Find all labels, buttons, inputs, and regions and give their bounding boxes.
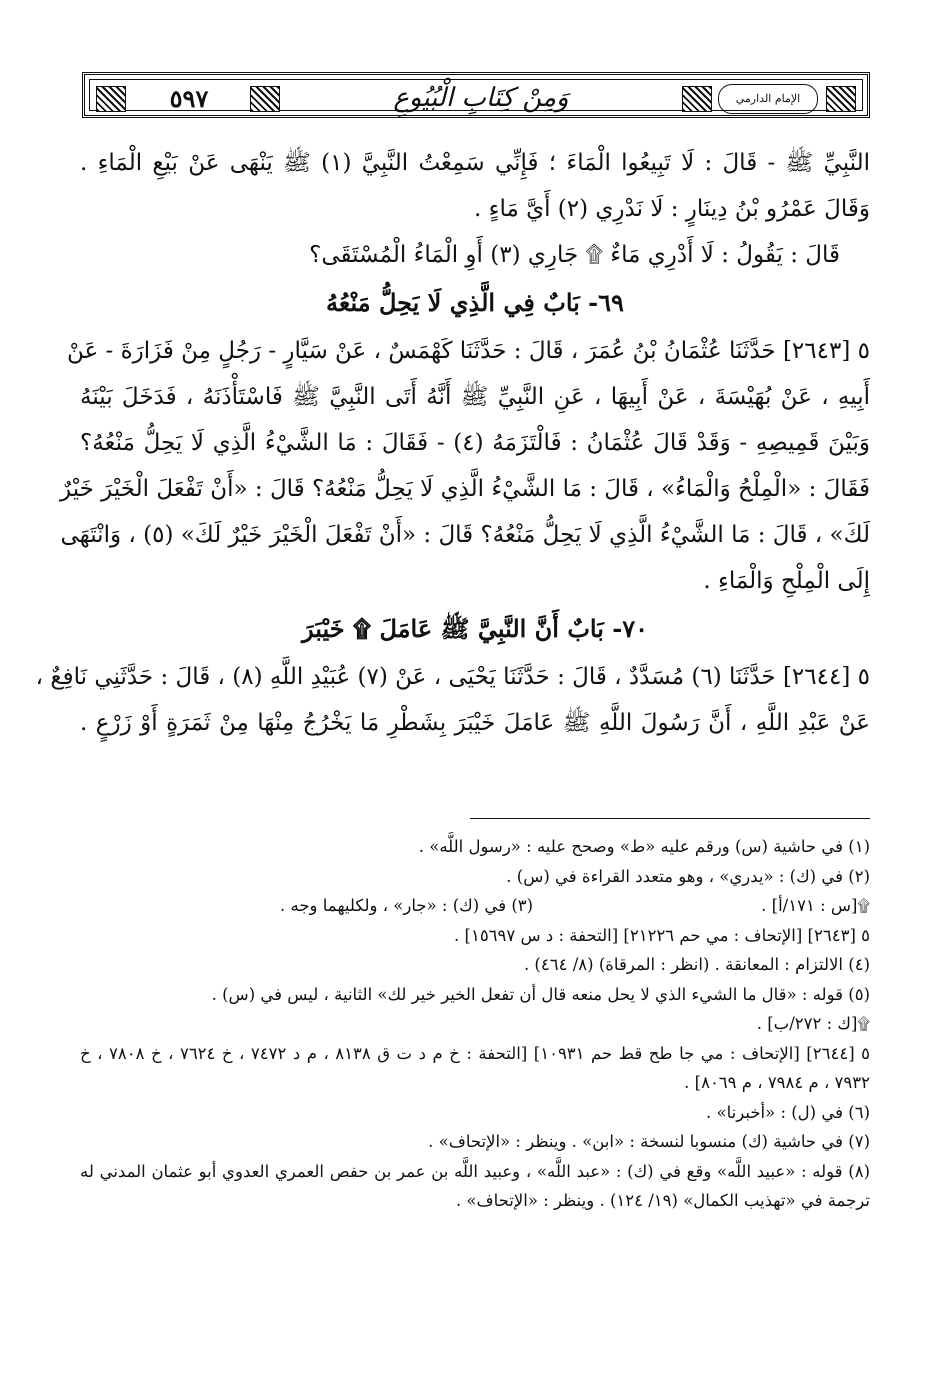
running-title: وَمِنْ كِتَابِ الْبُيُوعِ — [393, 83, 569, 113]
footnote: (٣) في (ك) : «جار» ، ولكليهما وجه . — [280, 896, 534, 915]
ornament-icon — [826, 86, 856, 112]
hadith-start-line: ٥ [٢٦٤٤] حَدَّثَنَا (٦) مُسَدَّدٌ ، قَالَ : حَدَّثَنَا يَحْيَى ، عَنْ (٧) عُبَيْدِ اللَّهِ (٨) ، قَالَ : حَدَّثَنِي نَافِعٌ ، — [35, 664, 870, 690]
footnotes — [80, 832, 870, 1216]
manuscript-marker: ۩[ك : ٢٧٢/ب] . — [756, 1014, 870, 1033]
takhrij-note: ٥ [٢٦٤٤] [الإتحاف : مي جا طح قط حم ١٠٩٣١] [التحفة : خ م د ت ق ٨١٣٨ ، م د ٧٤٧٢ ، خ ٧٦٢٤ ، خ ٧٨٠٨ ، خ ٧٩٣٢ ، م ٧٩٨٤ ، م ٨٠٦٩] . — [80, 1043, 871, 1092]
main-text — [35, 140, 870, 746]
footnote: (٦) في (ل) : «أخبرنا» . — [706, 1102, 870, 1122]
text-line: إِلَى الْمِلْحِ وَالْمَاءِ . — [703, 568, 870, 594]
text-line: وَقَالَ عَمْرُو بْنُ دِينَارٍ : لَا نَدْرِي (٢) أَيَّ مَاءٍ . — [474, 196, 870, 222]
ornament-icon — [682, 86, 712, 112]
page-number: ٥٩٧ — [169, 84, 209, 113]
hadith-start-line: ٥ [٢٦٤٣] حَدَّثَنَا عُثْمَانُ بْنُ عُمَرَ ، قَالَ : حَدَّثَنَا كَهْمَسٌ ، عَنْ سَيَّارٍ - رَجُلٍ مِنْ فَزَارَةَ - عَنْ — [66, 338, 870, 364]
footnote-separator — [470, 818, 870, 819]
footnote: (٢) في (ك) : «يدري» ، وهو متعدد القراءة في (س) . — [506, 866, 870, 886]
takhrij-note: ٥ [٢٦٤٣] [الإتحاف : مي حم ٢١٢٢٦] [التحفة : د س ١٥٦٩٧] . — [454, 925, 870, 945]
ornament-icon — [96, 86, 126, 112]
text-line: النَّبِيِّ ﷺ - قَالَ : لَا تَبِيعُوا الْمَاءَ ؛ فَإِنِّي سَمِعْتُ النَّبِيَّ (١) ﷺ يَنْهَى عَنْ بَيْعِ الْمَاءِ . — [80, 150, 870, 176]
footnote: (٨) قوله : «عبيد اللَّه» وقع في (ك) : «عبد اللَّه» ، وعبيد اللَّه بن عمر بن حفص العمري العدوي أبو عثمان المدني له ترجمة في «تهذيب الكمال» (١٩/ ١٢٤) . وينظر : «الإتحاف» . — [80, 1161, 870, 1210]
footnote: (٧) في حاشية (ك) منسوبا لنسخة : «ابن» . وينظر : «الإتحاف» . — [428, 1132, 870, 1151]
text-line: وَبَيْنَ قَمِيصِهِ - وَقَدْ قَالَ عُثْمَانُ : فَالْتَزَمَهُ (٤) - فَقَالَ : مَا الشَّيْءُ الَّذِي لَا يَحِلُّ مَنْعُهُ؟ — [80, 430, 870, 456]
publisher-logo-icon: الإمام الدارمي — [718, 84, 818, 114]
chapter-heading: ٦٩- بَابٌ فِي الَّذِي لَا يَحِلُّ مَنْعُهُ — [326, 288, 624, 317]
ornament-icon — [250, 86, 280, 112]
chapter-heading: ٧٠- بَابٌ أَنَّ النَّبِيَّ ﷺ عَامَلَ ۩ خَيْبَرَ — [301, 614, 649, 643]
manuscript-marker: ۩[س : ١٧١/أ] . — [761, 896, 870, 915]
footnote-row — [80, 891, 870, 921]
header-frame — [89, 79, 863, 111]
footnote: (٤) الالتزام : المعانقة . (انظر : المرقاة) (٨/ ٤٦٤) . — [523, 955, 870, 974]
text-line: عَنْ عَبْدِ اللَّهِ ، أَنَّ رَسُولَ اللَّهِ ﷺ عَامَلَ خَيْبَرَ بِشَطْرِ مَا يَخْرُجُ مِنْهَا مِنْ ثَمَرَةٍ أَوْ زَرْعٍ . — [80, 710, 870, 736]
page-header — [82, 72, 870, 118]
footnote: (٥) قوله : «قال ما الشيء الذي لا يحل منعه قال أن تفعل الخير خير لك» الثانية ، ليس في (س) . — [211, 984, 870, 1004]
text-line: لَكَ» ، قَالَ : مَا الشَّيْءُ الَّذِي لَا يَحِلُّ مَنْعُهُ؟ قَالَ : «أَنْ تَفْعَلَ الْخَيْرَ خَيْرٌ لَكَ» (٥) ، وَانْتَهَى — [60, 522, 870, 548]
footnote: (١) في حاشية (س) ورقم عليه «ط» وصحح عليه : «رسول اللَّه» . — [418, 837, 870, 856]
text-line: فَقَالَ : «الْمِلْحُ وَالْمَاءُ» ، قَالَ : مَا الشَّيْءُ الَّذِي لَا يَحِلُّ مَنْعُهُ؟ قَالَ : «أَنْ تَفْعَلَ الْخَيْرَ خَيْرٌ — [60, 476, 870, 502]
text-line: قَالَ : يَقُولُ : لَا أَدْرِي مَاءٌ ۩ جَارِي (٣) أَوِ الْمَاءُ الْمُسْتَقَى؟ — [309, 242, 840, 268]
text-line: أَبِيهِ ، عَنْ بُهَيْسَةَ ، عَنْ أَبِيهَا ، عَنِ النَّبِيِّ ﷺ أَنَّهُ أَتَى النَّبِيَّ ﷺ فَاسْتَأْذَنَهُ ، فَدَخَلَ بَيْنَهُ — [80, 384, 870, 410]
